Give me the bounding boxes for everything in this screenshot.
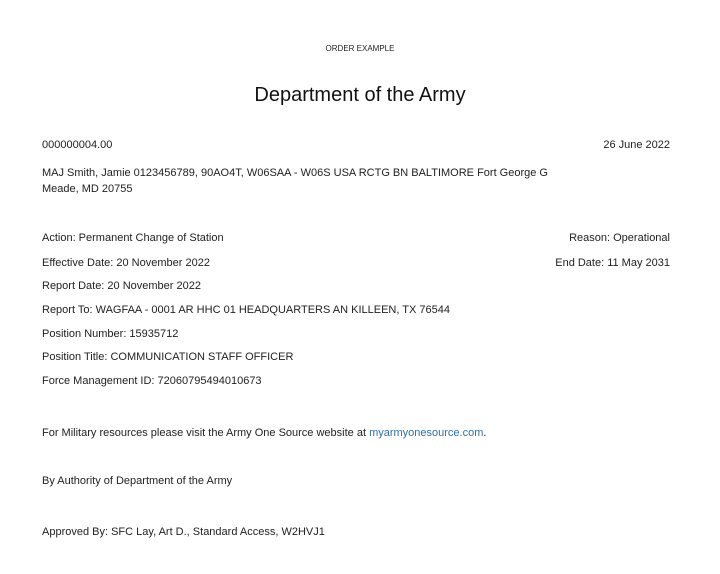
position-title: Position Title: COMMUNICATION STAFF OFFICER (42, 351, 294, 363)
effective-date: Effective Date: 20 November 2022 (42, 257, 210, 269)
soldier-info-line1: MAJ Smith, Jamie 0123456789, 90AO4T, W06SAA - W06S USA RCTG BN BALTIMORE Fort George G (42, 167, 548, 179)
resources-end: . (483, 427, 487, 439)
order-date: 26 June 2022 (603, 139, 670, 151)
resources-text: For Military resources please visit the Army One Source website at (42, 427, 370, 439)
report-to: Report To: WAGFAA - 0001 AR HHC 01 HEADQUARTERS AN KILLEEN, TX 76544 (42, 304, 450, 316)
position-number: Position Number: 15935712 (42, 328, 179, 340)
force-management-id: Force Management ID: 72060795494010673 (42, 375, 262, 387)
document-header: ORDER EXAMPLE (325, 44, 395, 53)
approved-by: Approved By: SFC Lay, Art D., Standard Access, W2HVJ1 (42, 526, 325, 538)
order-number: 000000004.00 (42, 139, 113, 151)
report-date: Report Date: 20 November 2022 (42, 280, 201, 292)
end-date: End Date: 11 May 2031 (555, 257, 670, 269)
authority-line: By Authority of Department of the Army (42, 475, 233, 487)
army-one-source-link[interactable]: myarmyonesource.com (369, 427, 484, 439)
document-title: Department of the Army (254, 84, 466, 106)
reason: Reason: Operational (569, 232, 670, 244)
resources-note (42, 427, 486, 439)
action: Action: Permanent Change of Station (42, 232, 224, 244)
soldier-info-line2: Meade, MD 20755 (42, 183, 133, 195)
